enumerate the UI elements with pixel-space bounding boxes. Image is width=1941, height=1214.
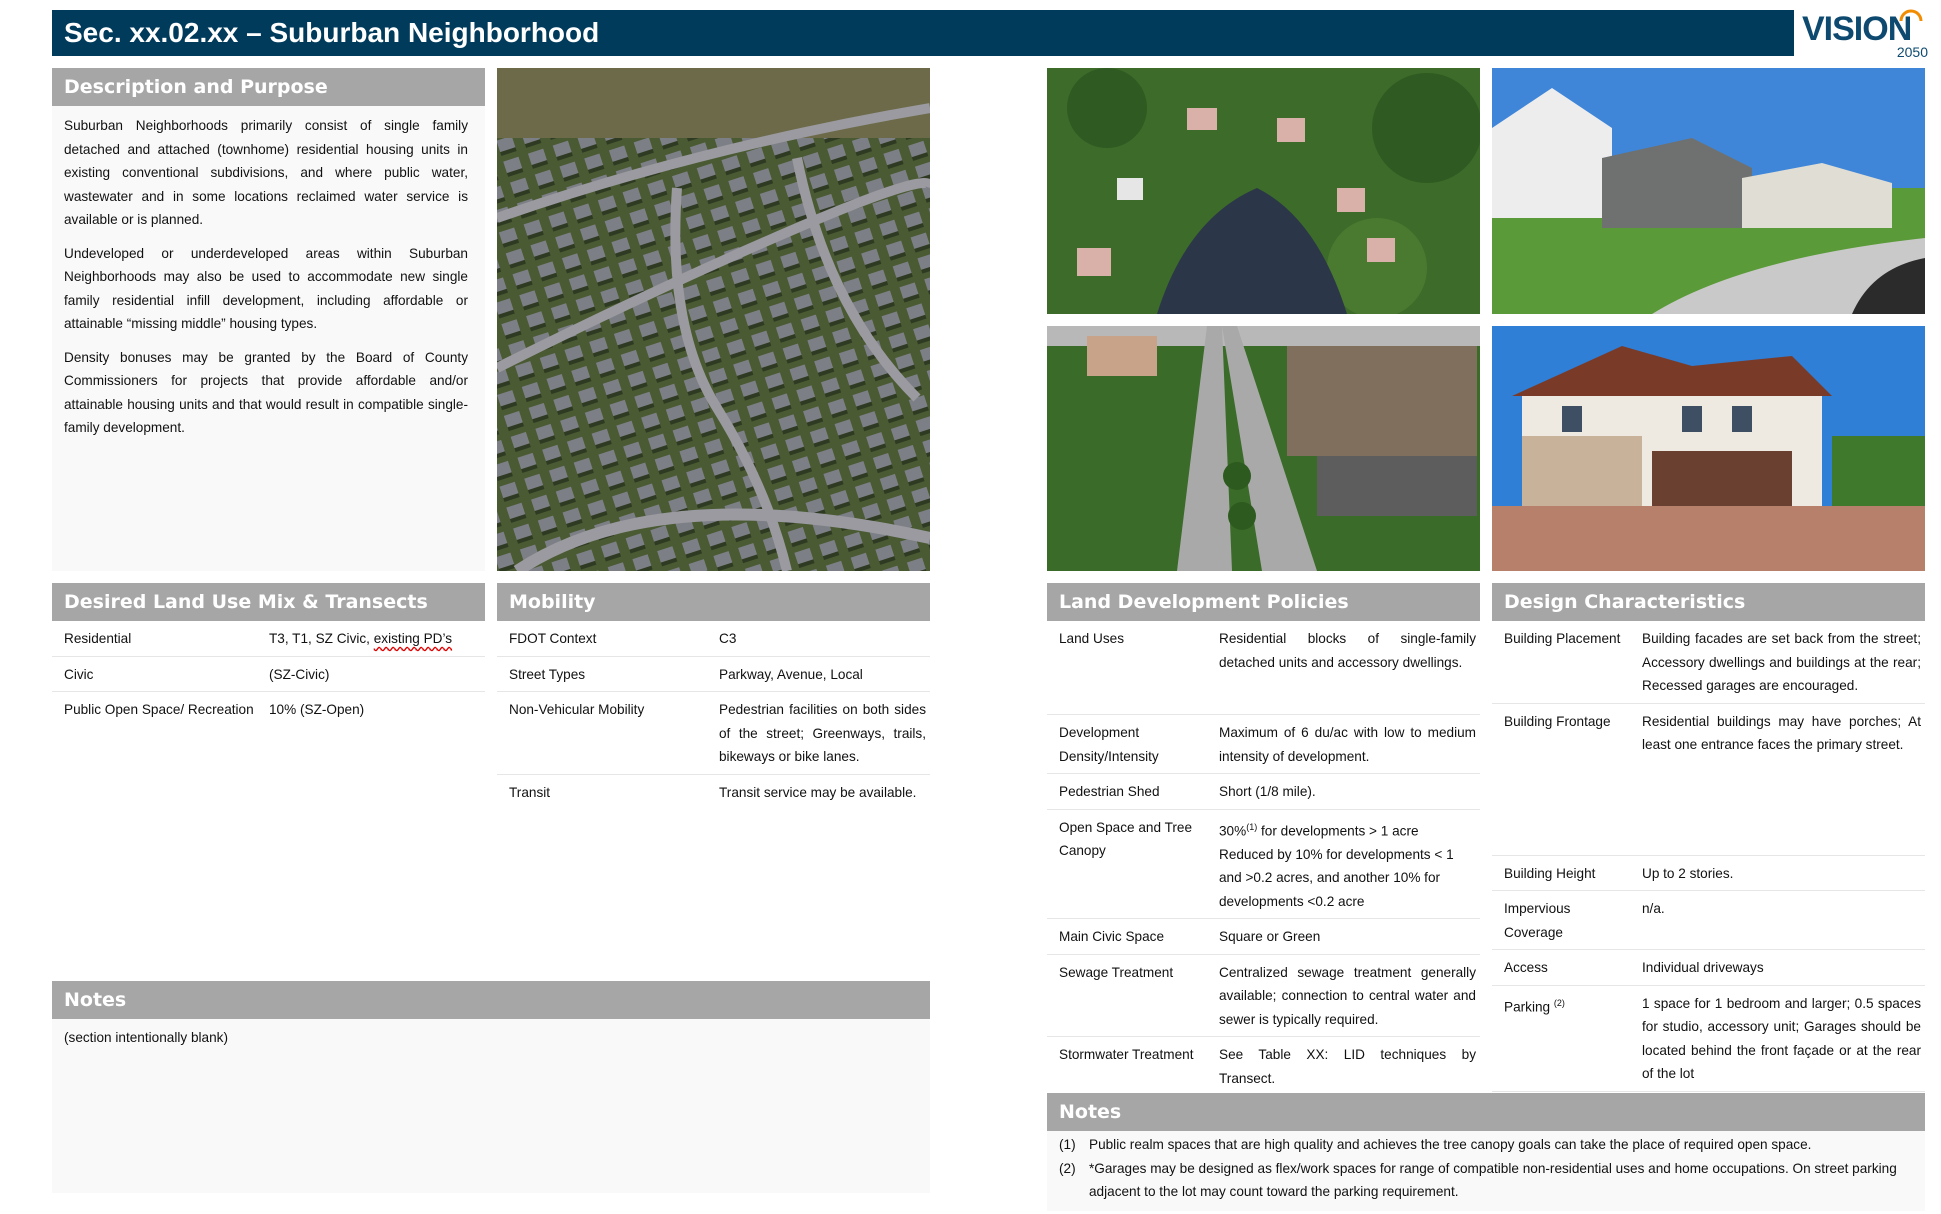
row-value: 1 space for 1 bedroom and larger; 0.5 spaces for studio, accessory unit; Garages should be located behind the front façade or at the rear of the lot — [1636, 985, 1925, 1091]
page-title: Sec. xx.02.xx – Suburban Neighborhood — [52, 10, 1794, 56]
table-row — [1492, 950, 1925, 986]
footnote-ref: (1) — [1246, 821, 1258, 832]
row-value: Maximum of 6 du/ac with low to medium intensity of development. — [1213, 715, 1480, 774]
row-label: Building Frontage — [1492, 703, 1636, 855]
spellcheck-underline: existing PD’s — [373, 631, 453, 646]
notes-left-heading: Notes — [52, 981, 930, 1019]
vision-2050-logo — [1798, 8, 1938, 60]
note-number: (2) — [1059, 1160, 1076, 1176]
row-value: C3 — [713, 621, 930, 656]
row-label: Sewage Treatment — [1047, 954, 1213, 1037]
notes-right-heading: Notes — [1047, 1093, 1925, 1131]
row-label: Civic — [52, 656, 263, 692]
table-row — [497, 774, 930, 809]
note-number: (1) — [1059, 1137, 1076, 1152]
table-row — [497, 692, 930, 775]
row-value: Parkway, Avenue, Local — [713, 656, 930, 692]
notes-right-list — [1059, 1133, 1909, 1204]
row-value: Short (1/8 mile). — [1213, 774, 1480, 810]
design-heading: Design Characteristics — [1492, 583, 1925, 621]
row-label: Transit — [509, 784, 551, 800]
row-value: (SZ-Civic) — [263, 656, 485, 692]
design-table — [1492, 621, 1925, 1092]
row-value: Square or Green — [1213, 919, 1480, 955]
table-row — [1492, 891, 1925, 950]
row-label: Parking $^{(2)}$ — [1492, 985, 1636, 1091]
table-row — [1492, 621, 1925, 703]
land-use-mix-heading: Desired Land Use Mix & Transects — [52, 583, 485, 621]
row-label: Residential — [52, 621, 263, 656]
aerial-boulevard-photo — [1047, 326, 1480, 571]
row-label: FDOT Context — [497, 621, 713, 656]
row-label: Impervious Coverage — [1492, 891, 1636, 950]
row-label: Development Density/Intensity — [1047, 715, 1213, 774]
row-value: Pedestrian facilities on both sides of the street; Greenways, trails, bikeways or bike lanes. — [713, 692, 930, 775]
table-row — [52, 621, 485, 656]
row-label: Access — [1492, 950, 1636, 986]
land-dev-heading: Land Development Policies — [1047, 583, 1480, 621]
description-paragraph: Density bonuses may be granted by the Board of County Commissioners for projects that provide affordable and/or attainable housing units and that would result in compatible single-family development. — [64, 349, 468, 435]
mobility-heading: Mobility — [497, 583, 930, 621]
table-row — [1492, 985, 1925, 1091]
row-value: Up to 2 stories. — [1636, 855, 1925, 891]
notes-left-text: (section intentionally blank) — [64, 1030, 228, 1045]
logo-text: VISION — [1802, 10, 1912, 48]
table-row — [1047, 715, 1480, 774]
table-row — [1492, 703, 1925, 855]
logo-year: 2050 — [1896, 44, 1928, 60]
row-value: Residential buildings may have porches; At least one entrance faces the primary street. — [1636, 703, 1925, 855]
row-value: Residential blocks of single-family detached units and accessory dwellings. — [1213, 621, 1480, 715]
description-paragraph: Undeveloped or underdeveloped areas within Suburban Neighborhoods may also be used to accommodate new single family residential infill development, including affordable or attainable “missing middle” housing types. — [64, 245, 468, 331]
row-label: Street Types — [497, 656, 713, 692]
row-value: n/a. — [1636, 891, 1925, 950]
description-text — [64, 114, 468, 450]
table-row — [497, 656, 930, 692]
row-value: T3, T1, SZ Civic, existing PD’s — [263, 621, 485, 656]
row-value: See Table XX: LID techniques by Transect. — [1219, 1047, 1476, 1086]
two-story-house-photo — [1492, 326, 1925, 571]
row-label: Non-Vehicular Mobility — [497, 692, 713, 775]
land-dev-table — [1047, 621, 1480, 1095]
table-row — [497, 621, 930, 656]
note-item — [1059, 1157, 1909, 1204]
row-label: Open Space and Tree Canopy — [1047, 809, 1213, 919]
table-row — [52, 692, 485, 727]
row-label: Stormwater Treatment — [1059, 1047, 1194, 1063]
land-use-mix-table — [52, 621, 485, 727]
note-item — [1059, 1133, 1909, 1157]
description-heading: Description and Purpose — [52, 68, 485, 106]
aerial-subdivision-photo — [497, 68, 930, 571]
aerial-lake-homes-photo — [1047, 68, 1480, 314]
footnote-ref: (2) — [1553, 997, 1565, 1008]
description-paragraph: Suburban Neighborhoods primarily consist of single family detached and attached (townhome) residential housing units in existing conventional subdivisions, and where public water, wastewater and in some locations reclaimed water service is available or is planned. — [64, 118, 468, 227]
row-label: Pedestrian Shed — [1047, 774, 1213, 810]
table-row — [1047, 919, 1480, 955]
row-label: Building Placement — [1492, 621, 1636, 703]
table-row — [1492, 855, 1925, 891]
row-value: 30%$^{(1)}$ for developments > 1 acre Reduced by 10% for developments < 1 and >0.2 acres, and another 10% for developments <0.2 acre — [1213, 809, 1480, 919]
row-label: Land Uses — [1047, 621, 1213, 715]
table-row — [1047, 809, 1480, 919]
row-label: Public Open Space/ Recreation — [64, 702, 254, 717]
row-value: Centralized sewage treatment generally available; connection to central water and sewer is typically required. — [1213, 954, 1480, 1037]
table-row — [1047, 1037, 1480, 1096]
row-label: Main Civic Space — [1047, 919, 1213, 955]
table-row — [1047, 621, 1480, 715]
mobility-table — [497, 621, 930, 809]
row-value: Individual driveways — [1636, 950, 1925, 986]
row-value: Transit service may be available. — [719, 784, 917, 800]
row-label: Building Height — [1492, 855, 1636, 891]
note-text: *Garages may be designed as flex/work spaces for range of compatible non-residential uses and home occupations. On street parking adjacent to the lot may count toward the parking requirement. — [1089, 1160, 1897, 1199]
table-row — [52, 656, 485, 692]
row-value: 10% (SZ-Open) — [269, 702, 365, 717]
table-row — [1047, 774, 1480, 810]
note-text: Public realm spaces that are high quality and achieves the tree canopy goals can take the place of required open space. — [1089, 1137, 1812, 1152]
table-row — [1047, 954, 1480, 1037]
sun-icon — [1898, 8, 1924, 22]
row-value: Building facades are set back from the street; Accessory dwellings and buildings at the rear; Recessed garages are encouraged. — [1636, 621, 1925, 703]
street-homes-photo — [1492, 68, 1925, 314]
